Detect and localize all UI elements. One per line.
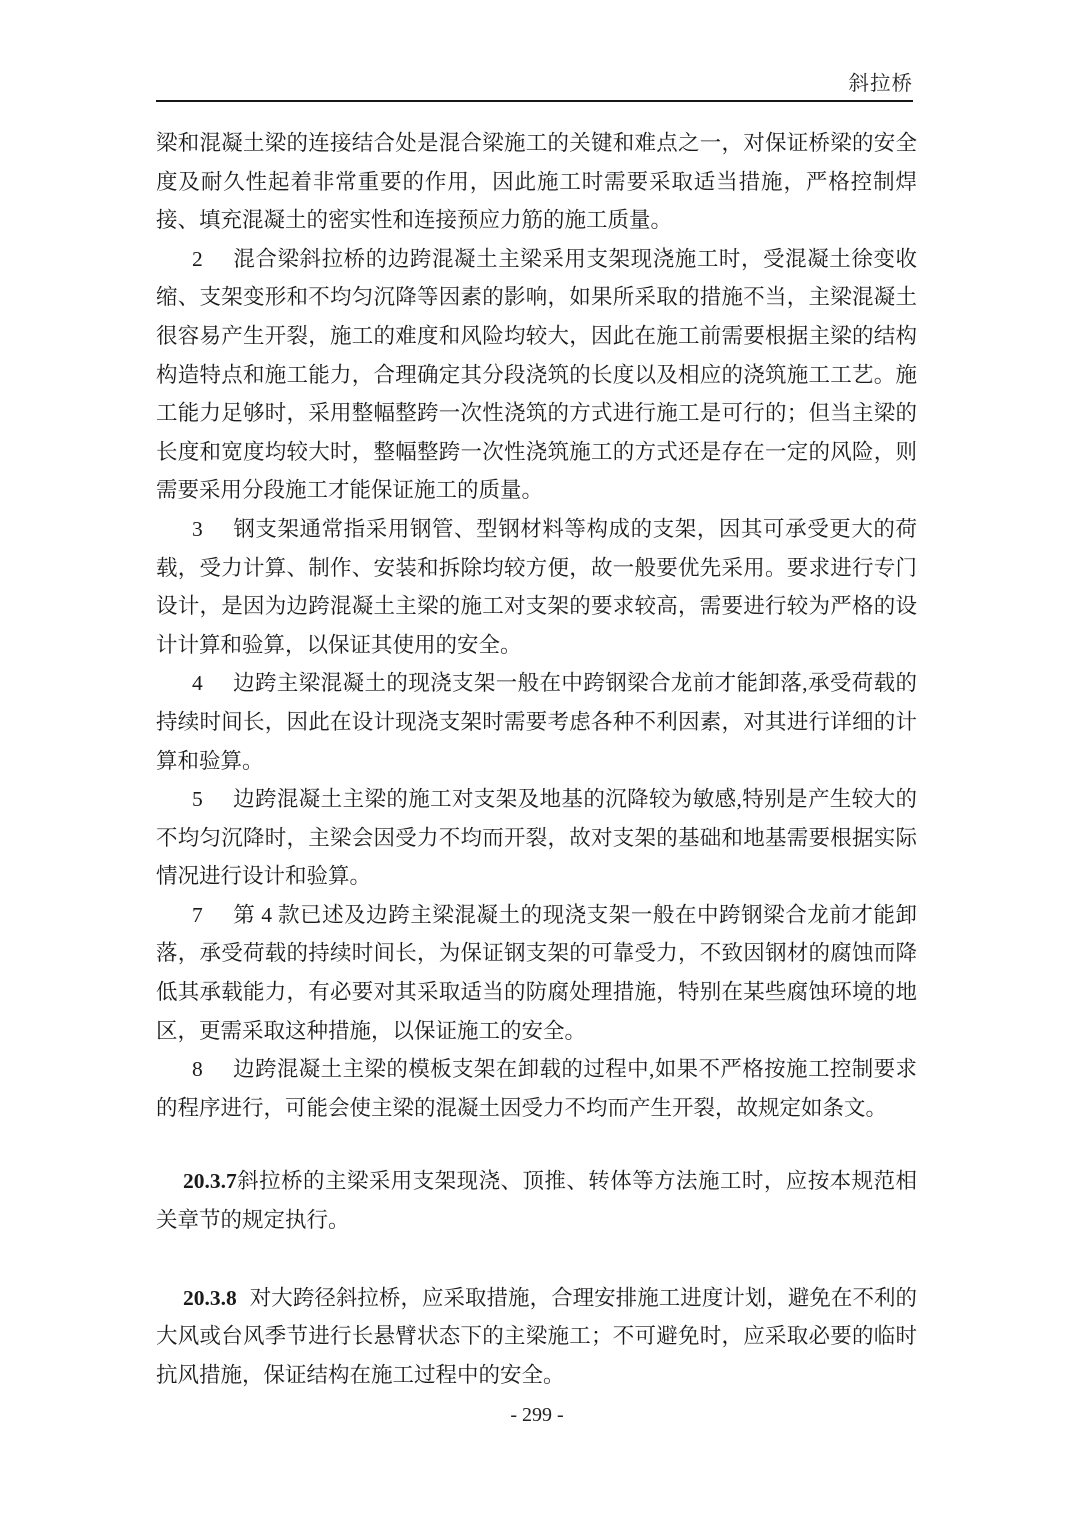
section-number: 20.3.7 [183, 1169, 237, 1194]
clause-number: 2 [192, 246, 203, 271]
section-20-3-7 [156, 1162, 917, 1239]
clause-number: 8 [192, 1057, 203, 1082]
clause-paragraph-5 [156, 780, 917, 896]
clause-paragraph-8 [156, 1050, 917, 1127]
clause-text: 边跨混凝土主梁的模板支架在卸载的过程中,如果不严格按施工控制要求的程序进行，可能会使主梁的混凝土因受力不均而产生开裂，故规定如条文。 [156, 1057, 917, 1120]
running-head [155, 72, 913, 96]
clause-text: 钢支架通常指采用钢管、型钢材料等构成的支架，因其可承受更大的荷载，受力计算、制作、安装和拆除均较方便，故一般要优先采用。要求进行专门设计，是因为边跨混凝土主梁的施工对支架的要求较高，需要进行较为严格的设计计算和验算，以保证其使用的安全。 [156, 516, 917, 657]
section-number: 20.3.8 [183, 1285, 237, 1310]
running-head-title: 斜拉桥 [848, 73, 913, 95]
clause-number: 7 [192, 902, 203, 927]
section-20-3-8 [156, 1279, 917, 1395]
clause-number: 3 [192, 516, 203, 541]
clause-paragraph-4 [156, 664, 917, 780]
section-text: 斜拉桥的主梁采用支架现浇、顶推、转体等方法施工时，应按本规范相关章节的规定执行。 [156, 1169, 917, 1233]
section-text: 对大跨径斜拉桥，应采取措施，合理安排施工进度计划，避免在不利的大风或台风季节进行长悬臂状态下的主梁施工；不可避免时，应采取必要的临时抗风措施，保证结构在施工过程中的安全。 [156, 1285, 917, 1387]
header-rule [156, 100, 913, 102]
clause-text: 边跨主梁混凝土的现浇支架一般在中跨钢梁合龙前才能卸落,承受荷载的持续时间长，因此在设计现浇支架时需要考虑各种不利因素，对其进行详细的计算和验算。 [156, 671, 917, 773]
document-body [156, 124, 917, 1394]
clause-paragraph-3 [156, 510, 917, 664]
clause-paragraph-7 [156, 896, 917, 1050]
clause-paragraph-2 [156, 240, 917, 510]
clause-text: 边跨混凝土主梁的施工对支架及地基的沉降较为敏感,特别是产生较大的不均匀沉降时，主梁会因受力不均而开裂，故对支架的基础和地基需要根据实际情况进行设计和验算。 [156, 787, 917, 889]
intro-paragraph: 梁和混凝土梁的连接结合处是混合梁施工的关键和难点之一，对保证桥梁的安全度及耐久性起着非常重要的作用，因此施工时需要采取适当措施，严格控制焊接、填充混凝土的密实性和连接预应力筋的施工质量。 [156, 131, 917, 233]
clause-text: 混合梁斜拉桥的边跨混凝土主梁采用支架现浇施工时，受混凝土徐变收缩、支架变形和不均匀沉降等因素的影响，如果所采取的措施不当，主梁混凝土很容易产生开裂，施工的难度和风险均较大，因此在施工前需要根据主梁的结构构造特点和施工能力，合理确定其分段浇筑的长度以及相应的浇筑施工工艺。施工能力足够时，采用整幅整跨一次性浇筑的方式进行施工是可行的；但当主梁的长度和宽度均较大时，整幅整跨一次性浇筑施工的方式还是存在一定的风险，则需要采用分段施工才能保证施工的质量。 [156, 246, 917, 503]
clause-number: 4 [192, 671, 203, 696]
clause-number: 5 [192, 787, 203, 812]
clause-text: 第 4 款已述及边跨主梁混凝土的现浇支架一般在中跨钢梁合龙前才能卸落，承受荷载的持续时间长，为保证钢支架的可靠受力，不致因钢材的腐蚀而降低其承载能力，有必要对其采取适当的防腐处理措施，特别在某些腐蚀环境的地区，更需采取这种措施，以保证施工的安全。 [156, 902, 917, 1043]
page-number: - 299 - [510, 1404, 564, 1426]
